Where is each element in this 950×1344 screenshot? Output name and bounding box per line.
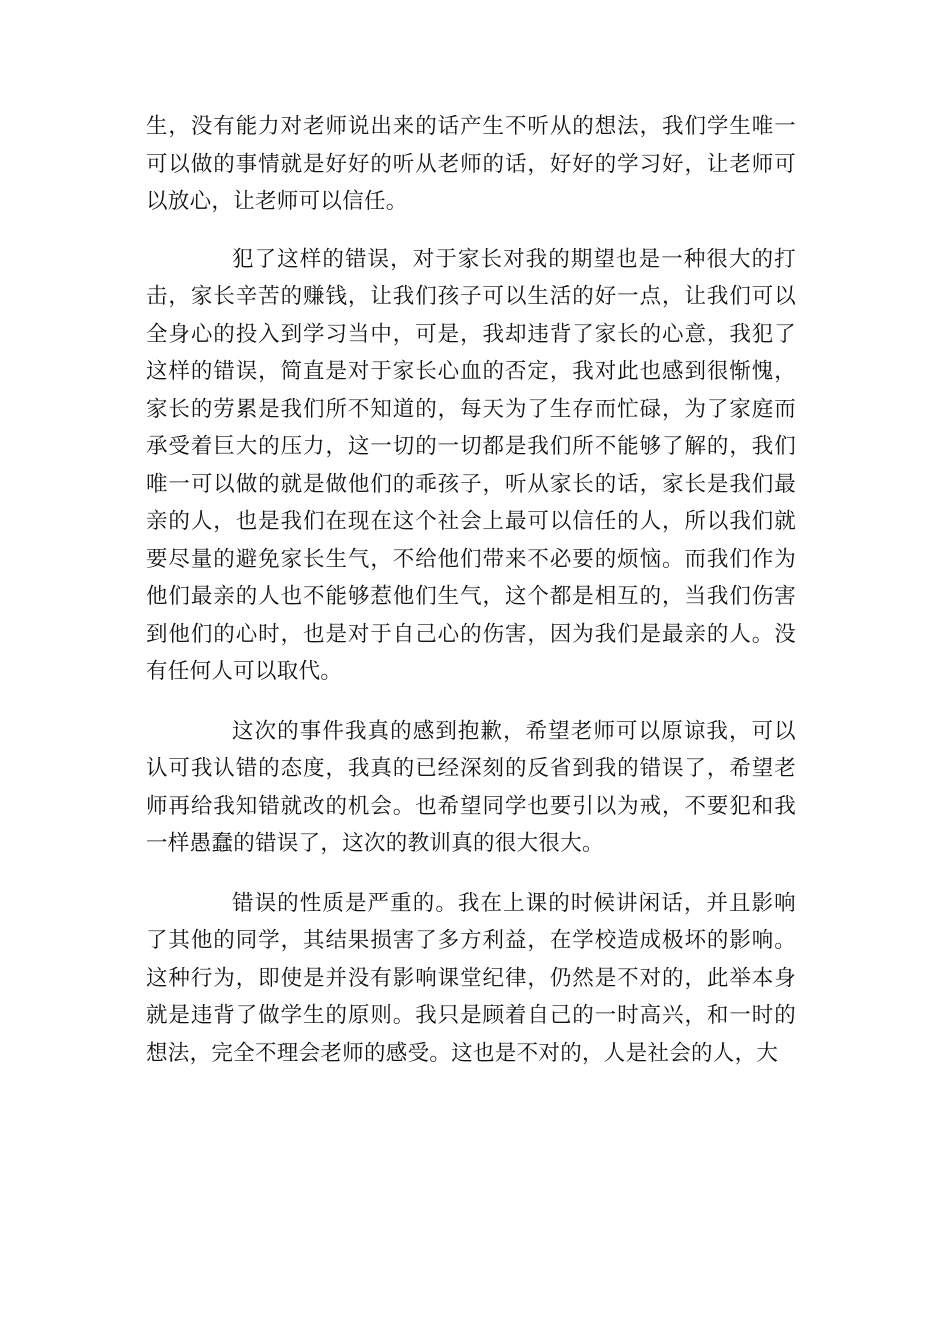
- paragraph-nature-of-mistake: 错误的性质是严重的。我在上课的时候讲闲话，并且影响了其他的同学，其结果损害了多方利益，在学校造成极坏的影响。这种行为，即使是并没有影响课堂纪律，仍然是不对的，此举本身就是违背了做学生的原则。我只是顾着自己的一时高兴，和一时的想法，完全不理会老师的感受。这也是不对的，人是社会的人，大: [146, 890, 796, 1066]
- document-body: [146, 108, 796, 1072]
- paragraph-parents-expectation: 犯了这样的错误，对于家长对我的期望也是一种很大的打击，家长辛苦的赚钱，让我们孩子可以生活的好一点，让我们可以全身心的投入到学习当中，可是，我却违背了家长的心意，我犯了这样的错误，简直是对于家长心血的否定，我对此也感到很惭愧，家长的劳累是我们所不知道的，每天为了生存而忙碌，为了家庭而承受着巨大的压力，这一切的一切都是我们所不能够了解的，我们唯一可以做的就是做他们的乖孩子，听从家长的话，家长是我们最亲的人，也是我们在现在这个社会上最可以信任的人，所以我们就要尽量的避免家长生气，不给他们带来不必要的烦恼。而我们作为他们最亲的人也不能够惹他们生气，这个都是相互的，当我们伤害到他们的心时，也是对于自己心的伤害，因为我们是最亲的人。没有任何人可以取代。: [146, 246, 796, 684]
- paragraph-continuation: 生，没有能力对老师说出来的话产生不听从的想法，我们学生唯一可以做的事情就是好好的听从老师的话，好好的学习好，让老师可以放心，让老师可以信任。: [146, 114, 796, 214]
- paragraph-apology: 这次的事件我真的感到抱歉，希望老师可以原谅我，可以认可我认错的态度，我真的已经深刻的反省到我的错误了，希望老师再给我知错就改的机会。也希望同学也要引以为戒，不要犯和我一样愚蠢的错误了，这次的教训真的很大很大。: [146, 718, 796, 856]
